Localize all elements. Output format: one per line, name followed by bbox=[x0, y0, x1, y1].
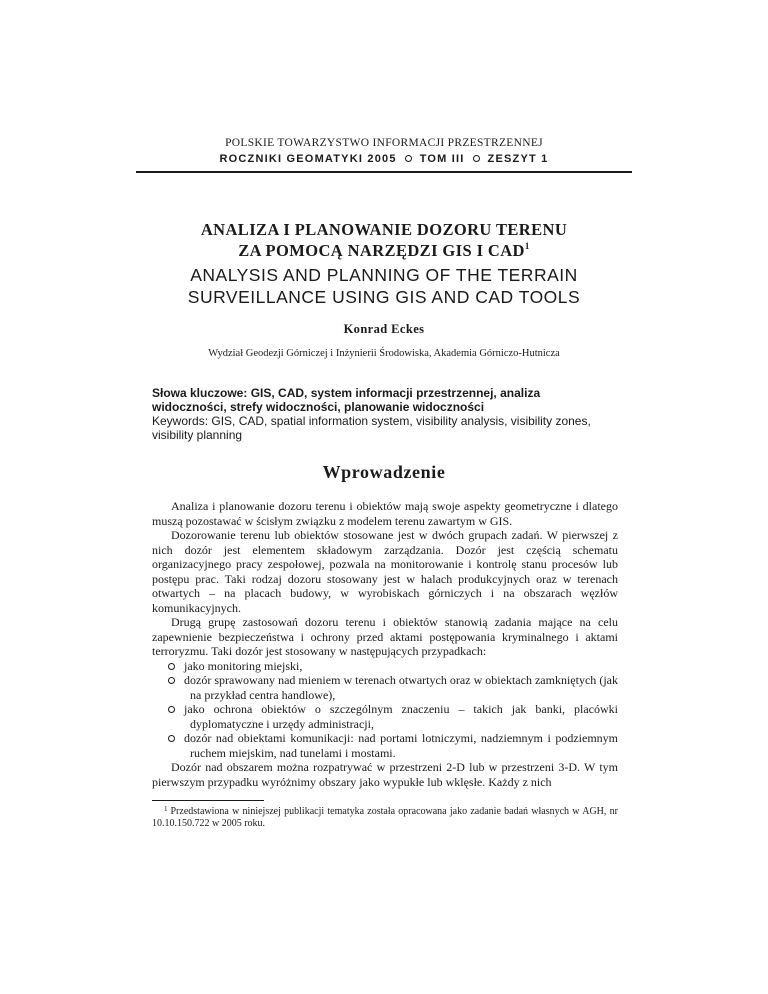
footnote-reference[interactable]: 1 bbox=[524, 241, 530, 251]
paragraph: Dozór nad obszarem można rozpatrywać w przestrzeni 2-D lub w przestrzeni 3-D. W tym pierwszym przypadku wyróżnimy obszary jako wypukłe lub wklęsłe. Każdy z nich bbox=[152, 760, 618, 789]
separator-circle-icon bbox=[405, 155, 412, 162]
footnote bbox=[152, 806, 618, 830]
keywords-block bbox=[152, 386, 618, 442]
bullet-circle-icon bbox=[168, 677, 175, 684]
title-polish-line-2-text: ZA POMOCĄ NARZĘDZI GIS I CAD bbox=[238, 241, 525, 260]
bullet-circle-icon bbox=[168, 706, 175, 713]
bullet-circle-icon bbox=[168, 663, 175, 670]
header-rule bbox=[136, 171, 632, 173]
body-text bbox=[152, 499, 618, 789]
footnote-mark: 1 bbox=[164, 805, 168, 813]
bullet-list bbox=[152, 659, 618, 761]
list-item bbox=[152, 702, 618, 731]
list-item-text: dozór nad obiektami komunikacji: nad portami lotniczymi, nadziemnym i podziemnym ruchem miejskim, nad tunelami i mostami. bbox=[184, 731, 618, 760]
title-english-line-1: ANALYSIS AND PLANNING OF THE TERRAIN bbox=[190, 265, 578, 285]
journal-volume: TOM III bbox=[419, 153, 465, 165]
paragraph: Dozorowanie terenu lub obiektów stosowane jest w dwóch grupach zadań. W pierwszej z nich dozór jest elementem składowym zarządzania. Dozór jest częścią schematu organizacyjnego pracy zespołowej, pozwala na monitorowanie i kontrolę stanu procesów lub postępu prac. Taki rodzaj dozoru stosowany jest w halach produkcyjnych oraz w terenach otwartych – na placach budowy, w wyrobiskach górniczych i na obszarach węzłów komunikacyjnych. bbox=[152, 528, 618, 615]
footnote-rule bbox=[152, 800, 264, 801]
paragraph: Drugą grupę zastosowań dozoru terenu i obiektów stanowią zadania mające na celu zapewnienie bezpieczeństwa i ochrony przed aktami postępowania kryminalnego i aktami terroryzmu. Taki dozór jest stosowany w następujących przypadkach: bbox=[152, 615, 618, 658]
title-polish-line-2 bbox=[0, 240, 768, 261]
title-polish bbox=[0, 219, 768, 261]
paragraph: Analiza i planowanie dozoru terenu i obiektów mają swoje aspekty geometryczne i dlatego muszą pozostawać w ścisłym związku z modelem terenu zawartym w GIS. bbox=[152, 499, 618, 528]
separator-circle-icon bbox=[473, 155, 480, 162]
list-item bbox=[152, 731, 618, 760]
journal-name: ROCZNIKI GEOMATYKI 2005 bbox=[219, 153, 397, 165]
list-item bbox=[152, 659, 618, 674]
keywords-english: Keywords: GIS, CAD, spatial information system, visibility analysis, visibility zones, visibility planning bbox=[152, 414, 591, 442]
title-english bbox=[0, 264, 768, 308]
list-item bbox=[152, 673, 618, 702]
journal-issue: ZESZYT 1 bbox=[487, 153, 549, 165]
bullet-circle-icon bbox=[168, 735, 175, 742]
list-item-text: jako ochrona obiektów o szczególnym znaczeniu – takich jak banki, placówki dyplomatyczne i urzędy administracji, bbox=[184, 702, 618, 731]
society-name: POLSKIE TOWARZYSTWO INFORMACJI PRZESTRZENNEJ bbox=[225, 137, 543, 149]
title-english-line-2: SURVEILLANCE USING GIS AND CAD TOOLS bbox=[187, 287, 581, 307]
list-item-text: dozór sprawowany nad mieniem w terenach otwartych oraz w obiektach zamkniętych (jak na przykład centra handlowe), bbox=[184, 673, 618, 702]
keywords-polish: Słowa kluczowe: GIS, CAD, system informacji przestrzennej, analiza widoczności, strefy widoczności, planowanie widoczności bbox=[152, 386, 541, 414]
author-name: Konrad Eckes bbox=[343, 322, 425, 336]
author-affiliation: Wydział Geodezji Górniczej i Inżynierii Środowiska, Akademia Górniczo-Hutnicza bbox=[208, 348, 560, 359]
list-item-text: jako monitoring miejski, bbox=[184, 658, 303, 673]
section-heading: Wprowadzenie bbox=[322, 462, 446, 482]
journal-line bbox=[0, 153, 768, 165]
footnote-text: Przedstawiona w niniejszej publikacji tematyka została opracowana jako zadanie badań własnych w AGH, nr 10.10.150.722 w 2005 roku. bbox=[152, 806, 618, 829]
title-polish-line-1: ANALIZA I PLANOWANIE DOZORU TERENU bbox=[200, 220, 568, 239]
